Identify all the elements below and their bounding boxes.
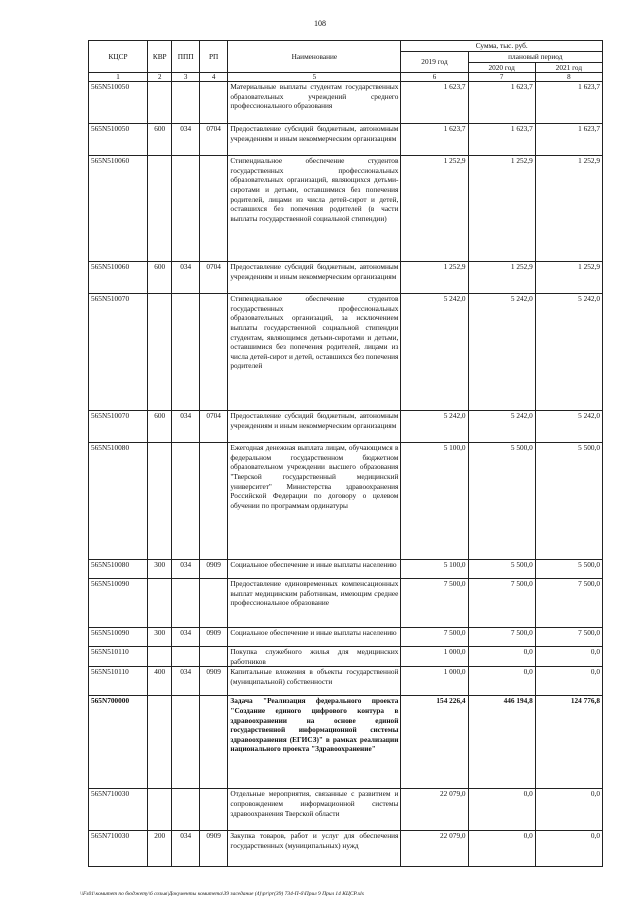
cell-ppp: 034: [172, 262, 199, 294]
cell-kvr: 600: [148, 262, 172, 294]
cell-sum-2019: 7 500,0: [401, 579, 468, 628]
header-ppp: ППП: [172, 41, 199, 73]
cell-kvr: [148, 647, 172, 667]
cell-kvr: [148, 156, 172, 262]
cell-sum-2019: 7 500,0: [401, 628, 468, 647]
cell-sum-2021: 1 623,7: [535, 82, 602, 124]
cell-ppp: 034: [172, 831, 199, 867]
cell-name: Задача "Реализация федерального проекта "Создание единого цифрового контура в здравоохранении на основе единой государственной информационной системы здравоохранения (ЕГИСЗ)" в рамках реализации национального проекта "Здравоохранение": [228, 696, 401, 789]
cell-name: Предоставление субсидий бюджетным, автономным учреждениям и иным некоммерческим организациям: [228, 411, 401, 443]
cell-name: Ежегодная денежная выплата лицам, обучающимся в федеральном государственном бюджетном образовательном учреждении высшего образования "Тверской государственный медицинский университет" Министерства здравоохранения Российской Федерации по договору о целевом обучении по программам ординатуры: [228, 443, 401, 560]
cell-sum-2020: 0,0: [468, 667, 535, 696]
table-row: [89, 628, 603, 647]
cell-sum-2020: 1 623,7: [468, 82, 535, 124]
cell-kcsr: 565N710030: [89, 789, 148, 831]
table-row: [89, 262, 603, 294]
cell-kvr: 400: [148, 667, 172, 696]
cell-sum-2019: 5 242,0: [401, 411, 468, 443]
cell-sum-2020: 0,0: [468, 789, 535, 831]
cell-sum-2020: 7 500,0: [468, 579, 535, 628]
cell-name: Стипендиальное обеспечение студентов государственных профессиональных образовательных организаций, за исключением выплаты государственной социальной стипендии студентам, являющимся детьми-сиротами и детьми, оставшимися без попечения родителей, лицами из числа детей-сирот и детей, оставшихся без попечения родителей: [228, 294, 401, 411]
cell-sum-2021: 0,0: [535, 667, 602, 696]
cell-rp: [199, 82, 227, 124]
cell-rp: 0909: [199, 560, 227, 579]
cell-sum-2021: 124 776,8: [535, 696, 602, 789]
budget-table: [88, 40, 603, 867]
cell-kcsr: 565N510050: [89, 124, 148, 156]
cell-sum-2021: 1 623,7: [535, 124, 602, 156]
column-number: 1: [89, 73, 148, 82]
table-row: [89, 696, 603, 789]
cell-rp: [199, 294, 227, 411]
cell-sum-2020: 0,0: [468, 647, 535, 667]
table-row: [89, 831, 603, 867]
column-number-row: [89, 73, 603, 82]
cell-sum-2019: 1 252,9: [401, 262, 468, 294]
cell-kcsr: 565N510050: [89, 82, 148, 124]
cell-sum-2021: 0,0: [535, 647, 602, 667]
cell-kvr: [148, 579, 172, 628]
cell-ppp: [172, 647, 199, 667]
cell-name: Предоставление единовременных компенсационных выплат медицинским работникам, имеющим среднее профессиональное образование: [228, 579, 401, 628]
cell-sum-2019: 1 000,0: [401, 647, 468, 667]
header-rp: РП: [199, 41, 227, 73]
cell-kcsr: 565N510070: [89, 294, 148, 411]
cell-rp: 0909: [199, 667, 227, 696]
cell-rp: 0909: [199, 831, 227, 867]
cell-name: Предоставление субсидий бюджетным, автономным учреждениям и иным некоммерческим организациям: [228, 262, 401, 294]
cell-sum-2019: 5 100,0: [401, 443, 468, 560]
column-number: 3: [172, 73, 199, 82]
cell-sum-2021: 5 242,0: [535, 294, 602, 411]
cell-rp: [199, 647, 227, 667]
cell-kcsr: 565N510110: [89, 667, 148, 696]
cell-rp: [199, 443, 227, 560]
cell-sum-2021: 1 252,9: [535, 262, 602, 294]
cell-sum-2021: 7 500,0: [535, 579, 602, 628]
cell-sum-2019: 5 100,0: [401, 560, 468, 579]
cell-kvr: 300: [148, 560, 172, 579]
cell-sum-2019: 154 226,4: [401, 696, 468, 789]
cell-name: Социальное обеспечение и иные выплаты населению: [228, 560, 401, 579]
cell-ppp: 034: [172, 124, 199, 156]
cell-kvr: 200: [148, 831, 172, 867]
table-row: [89, 156, 603, 262]
cell-ppp: 034: [172, 560, 199, 579]
column-number: 2: [148, 73, 172, 82]
cell-sum-2020: 5 500,0: [468, 560, 535, 579]
cell-ppp: [172, 443, 199, 560]
cell-ppp: 034: [172, 667, 199, 696]
cell-rp: [199, 579, 227, 628]
header-kvr: КВР: [148, 41, 172, 73]
cell-ppp: [172, 156, 199, 262]
cell-kcsr: 565N510110: [89, 647, 148, 667]
cell-sum-2020: 0,0: [468, 831, 535, 867]
table-row: [89, 82, 603, 124]
cell-sum-2021: 5 242,0: [535, 411, 602, 443]
cell-kcsr: 565N510060: [89, 262, 148, 294]
cell-kcsr: 565N700000: [89, 696, 148, 789]
header-planned-period: плановый период: [468, 52, 602, 63]
table-body: [89, 82, 603, 867]
header-year-2020: 2020 год: [468, 62, 535, 73]
cell-rp: [199, 789, 227, 831]
header-name: Наименование: [228, 41, 401, 73]
cell-name: Социальное обеспечение и иные выплаты населению: [228, 628, 401, 647]
cell-sum-2020: 1 623,7: [468, 124, 535, 156]
cell-sum-2020: 5 500,0: [468, 443, 535, 560]
cell-kcsr: 565N510060: [89, 156, 148, 262]
table-row: [89, 124, 603, 156]
page-number: 108: [314, 19, 326, 28]
header-sum-group: Сумма, тыс. руб.: [401, 41, 603, 52]
cell-sum-2021: 0,0: [535, 789, 602, 831]
cell-kcsr: 565N510080: [89, 443, 148, 560]
cell-sum-2019: 1 623,7: [401, 124, 468, 156]
table-row: [89, 294, 603, 411]
cell-sum-2020: 5 242,0: [468, 411, 535, 443]
table-row: [89, 411, 603, 443]
cell-sum-2021: 5 500,0: [535, 443, 602, 560]
cell-kvr: [148, 443, 172, 560]
cell-name: Закупка товаров, работ и услуг для обеспечения государственных (муниципальных) нужд: [228, 831, 401, 867]
table-row: [89, 579, 603, 628]
cell-kcsr: 565N510090: [89, 579, 148, 628]
cell-kcsr: 565N710030: [89, 831, 148, 867]
cell-ppp: [172, 82, 199, 124]
cell-sum-2019: 1 252,9: [401, 156, 468, 262]
cell-sum-2021: 7 500,0: [535, 628, 602, 647]
cell-kvr: [148, 696, 172, 789]
cell-sum-2020: 7 500,0: [468, 628, 535, 647]
column-number: 6: [401, 73, 468, 82]
cell-kvr: [148, 82, 172, 124]
cell-rp: 0909: [199, 628, 227, 647]
cell-sum-2019: 1 623,7: [401, 82, 468, 124]
column-number: 7: [468, 73, 535, 82]
cell-sum-2019: 22 079,0: [401, 831, 468, 867]
cell-kcsr: 565N510070: [89, 411, 148, 443]
cell-rp: [199, 156, 227, 262]
column-number: 5: [228, 73, 401, 82]
cell-kvr: 600: [148, 124, 172, 156]
cell-kcsr: 565N510080: [89, 560, 148, 579]
cell-ppp: 034: [172, 628, 199, 647]
cell-sum-2021: 5 500,0: [535, 560, 602, 579]
cell-sum-2020: 1 252,9: [468, 262, 535, 294]
cell-sum-2020: 446 194,8: [468, 696, 535, 789]
cell-rp: 0704: [199, 262, 227, 294]
cell-name: Стипендиальное обеспечение студентов государственных профессиональных образовательных организаций, являющихся детьми-сиротами и детьми, оставшимися без попечения родителей, лицами из числа детей-сирот и детей, оставшихся без попечения родителей (в части выплаты государственной социальной стипендии): [228, 156, 401, 262]
table-row: [89, 647, 603, 667]
cell-sum-2020: 1 252,9: [468, 156, 535, 262]
cell-ppp: [172, 579, 199, 628]
cell-sum-2021: 1 252,9: [535, 156, 602, 262]
cell-name: Предоставление субсидий бюджетным, автономным учреждениям и иным некоммерческим организациям: [228, 124, 401, 156]
file-path-footer: \\Fs01\комитет по бюджету\6 созыв\Документы комитета\39 заседание (4)\pr\pr(39) 734-П-6\Прил 9 Прил 14 КЦСР.xls: [80, 891, 364, 897]
cell-ppp: 034: [172, 411, 199, 443]
cell-sum-2021: 0,0: [535, 831, 602, 867]
cell-rp: [199, 696, 227, 789]
cell-sum-2019: 5 242,0: [401, 294, 468, 411]
table-row: [89, 789, 603, 831]
table-row: [89, 667, 603, 696]
header-year-2019: 2019 год: [401, 52, 468, 73]
cell-kcsr: 565N510090: [89, 628, 148, 647]
cell-kvr: [148, 294, 172, 411]
header-year-2021: 2021 год: [535, 62, 602, 73]
cell-name: Покупка служебного жилья для медицинских работников: [228, 647, 401, 667]
cell-name: Материальные выплаты студентам государственных образовательных учреждений среднего профессионального образования: [228, 82, 401, 124]
cell-rp: 0704: [199, 411, 227, 443]
cell-name: Капитальные вложения в объекты государственной (муниципальной) собственности: [228, 667, 401, 696]
cell-sum-2019: 1 000,0: [401, 667, 468, 696]
cell-ppp: [172, 294, 199, 411]
cell-ppp: [172, 696, 199, 789]
cell-ppp: [172, 789, 199, 831]
cell-kvr: 300: [148, 628, 172, 647]
table-row: [89, 560, 603, 579]
column-number: 4: [199, 73, 227, 82]
cell-sum-2019: 22 079,0: [401, 789, 468, 831]
column-number: 8: [535, 73, 602, 82]
cell-kvr: 600: [148, 411, 172, 443]
table-row: [89, 443, 603, 560]
cell-name: Отдельные мероприятия, связанные с развитием и сопровождением информационной системы здравоохранения Тверской области: [228, 789, 401, 831]
cell-rp: 0704: [199, 124, 227, 156]
cell-sum-2020: 5 242,0: [468, 294, 535, 411]
cell-kvr: [148, 789, 172, 831]
header-kcsr: КЦСР: [89, 41, 148, 73]
